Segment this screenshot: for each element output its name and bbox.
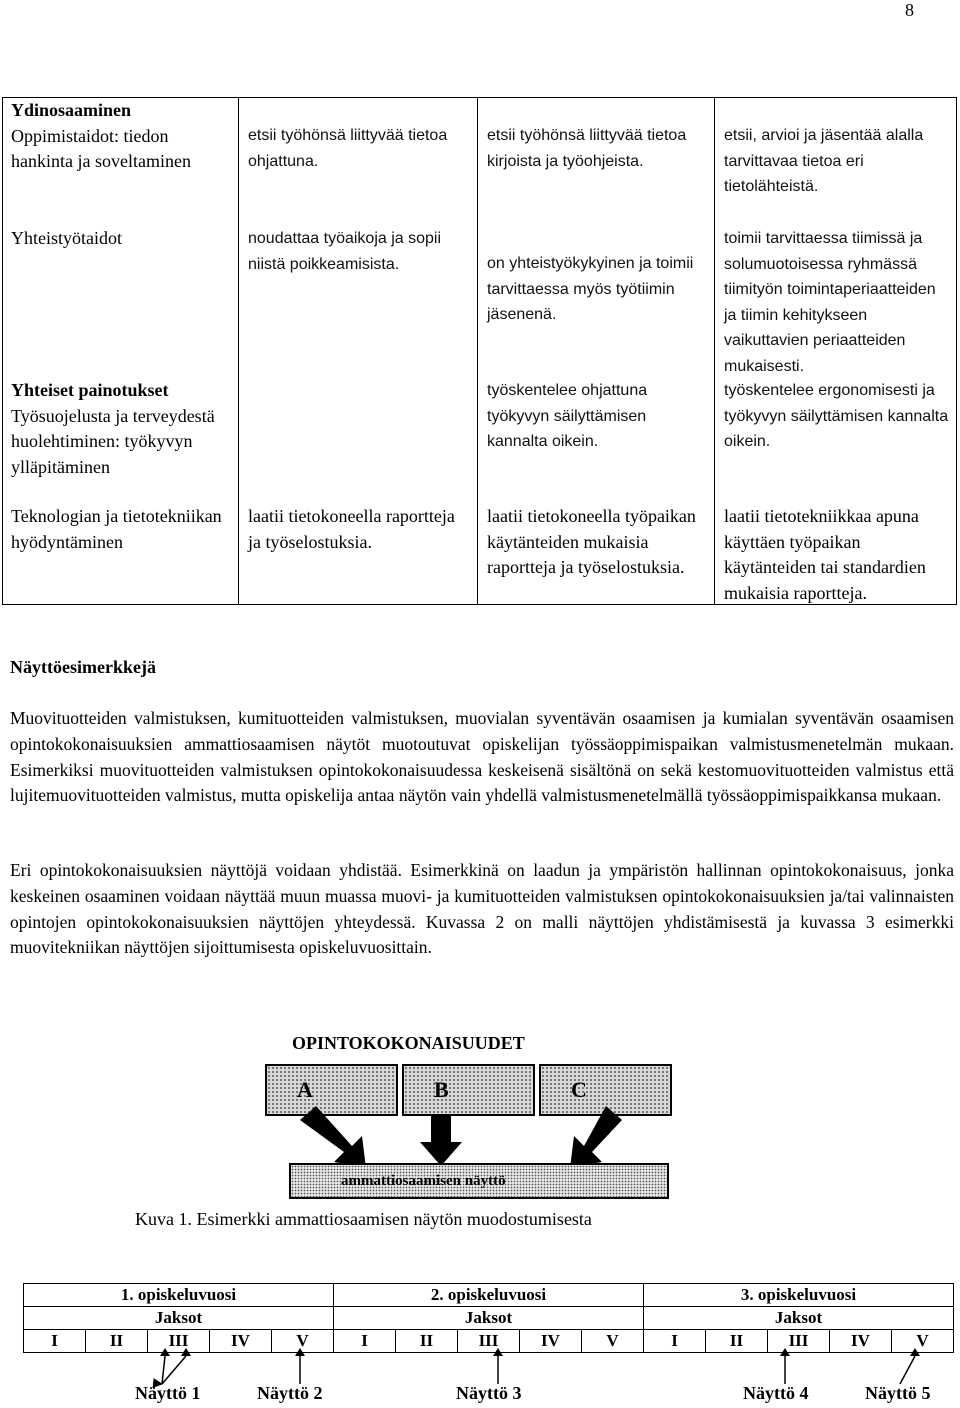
- nayt-label-2: Näyttö 2: [257, 1383, 323, 1403]
- arrowhead: [160, 1348, 170, 1356]
- arrowhead: [295, 1348, 305, 1356]
- figure-caption: Kuva 1. Esimerkki ammattiosaamisen näytön muodostumisesta: [135, 1209, 592, 1229]
- period-cell: IV: [210, 1330, 272, 1353]
- period-cell: III: [458, 1330, 520, 1353]
- jaksot-header: Jaksot: [24, 1307, 334, 1330]
- jaksot-header: Jaksot: [334, 1307, 644, 1330]
- nayt-label-3: Näyttö 3: [456, 1383, 522, 1403]
- nayt1-arrow: [162, 1356, 165, 1384]
- area-name: Teknologian ja tietotekniikan hyödyntäminen: [11, 506, 222, 552]
- paragraph-1: Muovituotteiden valmistuksen, kumituotteiden valmistuksen, muovialan syventävän osaamisen ja kumialan syventävän osaamisen opintokokonaisuuksien ammattiosaamisen näytöt muotoutuvat opiskelijan työssäoppimispaikan valmistusmenetelmän mukaan. Esimerkiksi muovituotteiden valmistuksen opintokokonaisuudessa keskeisenä sisältönä on sekä kestomuovituotteiden valmistus että lujitemuovituotteiden valmistus, mutta opiskelija antaa näytön vain yhdellä valmistusmenetelmällä työssäoppimispaikkansa mukaan.: [10, 708, 954, 806]
- section-heading: Näyttöesimerkkejä: [10, 657, 156, 677]
- area-name: Oppimistaidot: tiedon hankinta ja soveltaminen: [11, 125, 191, 171]
- paragraph-2: Eri opintokokonaisuuksien näyttöjä voidaan yhdistää. Esimerkkinä on laadun ja ympäristön hallinnan opintokokonaisuus, jonka keskeinen osaaminen voidaan näyttää muun muassa muovi- ja kumituotteiden valmistuksen opintokokonaisuuksien ja/tai valinnaisten opintojen opintokokonaisuuksien näyttöjen yhteydessä. Kuvassa 2 on malli näyttöjen yhdistämisestä ja kuvassa 3 esimerkki muovitekniikan näyttöjen sijoittumisesta opiskeluvuosittain.: [10, 860, 954, 958]
- cell-level-1: etsii työhönsä liittyvää tietoa ohjattuna.: [248, 127, 448, 170]
- cell-level-1: noudattaa työaikoja ja sopii niistä poikkeamisista.: [248, 230, 442, 273]
- period-cell: V: [582, 1330, 644, 1353]
- nayt1-arrow: [162, 1356, 186, 1384]
- period-cell: II: [396, 1330, 458, 1353]
- period-cell: IV: [830, 1330, 892, 1353]
- period-cell: III: [768, 1330, 830, 1353]
- cell-level-3: laatii tietotekniikkaa apuna käyttäen työpaikan käytänteiden tai standardien mukaisia raportteja.: [724, 506, 926, 603]
- section-label: Ydinosaaminen: [11, 100, 132, 120]
- period-cell: IV: [520, 1330, 582, 1353]
- period-cell: I: [334, 1330, 396, 1353]
- period-cell: I: [644, 1330, 706, 1353]
- bar-label: ammattiosaamisen näyttö: [341, 1173, 506, 1189]
- year-header: 1. opiskeluvuosi: [24, 1284, 334, 1307]
- period-cell: II: [706, 1330, 768, 1353]
- cell-level-3: toimii tarvittaessa tiimissä ja solumuotoisessa ryhmässä tiimityön toimintaperiaatteiden ja tiimin kehitykseen vaikuttavien periaatteiden mukaisesti.: [724, 230, 936, 375]
- period-cell: V: [892, 1330, 954, 1353]
- cell-level-1: laatii tietokoneella raportteja ja työselostuksia.: [248, 506, 455, 552]
- cell-level-2: etsii työhönsä liittyvää tietoa kirjoista ja työohjeista.: [487, 127, 687, 170]
- period-cell: III: [148, 1330, 210, 1353]
- figure-title: OPINTOKOKONAISUUDET: [292, 1033, 525, 1053]
- year-header: 3. opiskeluvuosi: [644, 1284, 954, 1307]
- arrowhead: [780, 1348, 790, 1356]
- box-label: B: [434, 1077, 449, 1102]
- cell-level-2: laatii tietokoneella työpaikan käytänteiden mukaisia raportteja ja työselostuksia.: [487, 506, 696, 577]
- box-label: C: [571, 1077, 587, 1102]
- cell-level-3: etsii, arvioi ja jäsentää alalla tarvittavaa tietoa eri tietolähteistä.: [724, 127, 924, 195]
- section-label: Yhteiset painotukset: [11, 380, 169, 400]
- period-cell: I: [24, 1330, 86, 1353]
- nayt5-arrow: [900, 1356, 915, 1384]
- cell-level-2: on yhteistyökykyinen ja toimii tarvittaessa myös työtiimin jäsenenä.: [487, 255, 694, 323]
- nayt-label-5: Näyttö 5: [865, 1383, 931, 1403]
- arrowhead: [493, 1348, 503, 1356]
- period-cell: V: [272, 1330, 334, 1353]
- area-name: Yhteistyötaidot: [11, 228, 122, 248]
- cell-level-3: työskentelee ergonomisesti ja työkyvyn säilyttämisen kannalta oikein.: [724, 382, 949, 450]
- arrowhead: [910, 1348, 920, 1356]
- jaksot-header: Jaksot: [644, 1307, 954, 1330]
- period-cell: II: [86, 1330, 148, 1353]
- year-header: 2. opiskeluvuosi: [334, 1284, 644, 1307]
- page-number: 8: [905, 0, 914, 20]
- nayt-label-1: Näyttö 1: [135, 1383, 201, 1403]
- area-name: Työsuojelusta ja terveydestä huolehtiminen: työkyvyn ylläpitäminen: [11, 405, 215, 477]
- nayt-label-4: Näyttö 4: [743, 1383, 809, 1403]
- box-label: A: [297, 1077, 313, 1102]
- cell-level-2: työskentelee ohjattuna työkyvyn säilyttämisen kannalta oikein.: [487, 382, 648, 450]
- arrowhead: [181, 1348, 191, 1356]
